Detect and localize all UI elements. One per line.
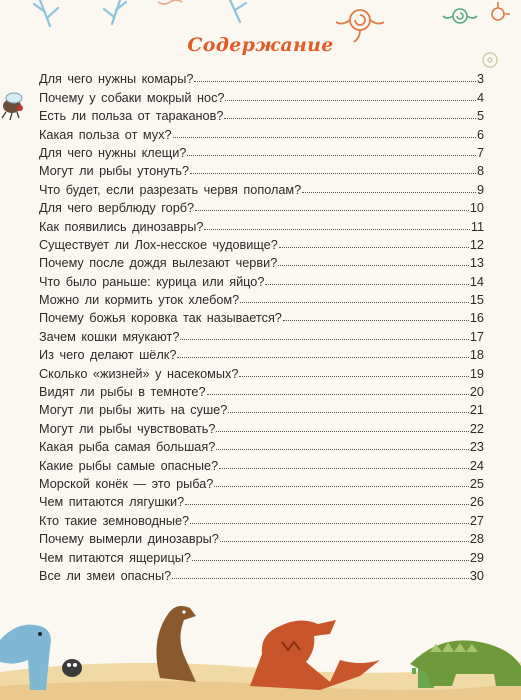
toc-leader-dots <box>228 412 469 413</box>
toc-entry-title: Что будет, если разрезать червя пополам? <box>39 182 302 197</box>
toc-entry-title: Какие рыбы самые опасные? <box>39 458 219 473</box>
toc-entry-page: 8 <box>476 164 484 179</box>
page-title: Содержание <box>187 34 334 56</box>
toc-entry-page: 10 <box>469 201 484 216</box>
toc-entry-title: Зачем кошки мяукают? <box>39 329 180 344</box>
toc-entry[interactable] <box>39 565 484 583</box>
toc-entry[interactable] <box>39 160 484 178</box>
toc-entry-title: Для чего нужны клещи? <box>39 145 187 160</box>
toc-entry-page: 25 <box>469 476 484 491</box>
toc-entry[interactable] <box>39 362 484 380</box>
toc-entry-page: 22 <box>469 421 484 436</box>
toc-entry[interactable] <box>39 252 484 270</box>
toc-entry[interactable] <box>39 307 484 325</box>
toc-entry-page: 15 <box>469 293 484 308</box>
toc-entry[interactable] <box>39 509 484 527</box>
toc-leader-dots <box>216 449 469 450</box>
toc-leader-dots <box>190 173 476 174</box>
toc-entry-title: Чем питаются лягушки? <box>39 495 185 510</box>
toc-entry-page: 30 <box>469 568 484 583</box>
toc-entry[interactable] <box>39 436 484 454</box>
toc-entry[interactable] <box>39 454 484 472</box>
toc-entry[interactable] <box>39 123 484 141</box>
toc-entry-page: 9 <box>476 182 484 197</box>
toc-entry-page: 12 <box>469 237 484 252</box>
toc-entry[interactable] <box>39 417 484 435</box>
toc-leader-dots <box>225 100 475 101</box>
toc-entry[interactable] <box>39 215 484 233</box>
toc-entry[interactable] <box>39 381 484 399</box>
toc-leader-dots <box>240 302 469 303</box>
toc-entry-page: 29 <box>469 550 484 565</box>
toc-entry[interactable] <box>39 178 484 196</box>
toc-entry-title: Почему вымерли динозавры? <box>39 532 219 547</box>
toc-leader-dots <box>195 210 469 211</box>
toc-entry-title: Почему божья коровка так называется? <box>39 311 282 326</box>
toc-entry[interactable] <box>39 270 484 288</box>
toc-leader-dots <box>187 155 476 156</box>
toc-entry-page: 20 <box>469 385 484 400</box>
toc-entry-page: 11 <box>470 219 484 234</box>
toc-entry-page: 13 <box>469 256 484 271</box>
toc-entry[interactable] <box>39 546 484 564</box>
toc-entry-page: 21 <box>469 403 484 418</box>
toc-entry-page: 3 <box>476 72 484 87</box>
toc-leader-dots <box>185 504 469 505</box>
toc-entry-title: Видят ли рыбы в темноте? <box>39 385 206 400</box>
toc-entry[interactable] <box>39 325 484 343</box>
fly-icon <box>0 88 32 124</box>
toc-entry-title: Могут ли рыбы жить на суше? <box>39 403 228 418</box>
toc-leader-dots <box>265 284 468 285</box>
toc-entry-title: Какая рыба самая большая? <box>39 440 216 455</box>
toc-entry-page: 5 <box>476 109 484 124</box>
toc-entry[interactable] <box>39 399 484 417</box>
toc-entry-page: 14 <box>469 274 484 289</box>
toc-entry-title: Какая польза от мух? <box>39 127 172 142</box>
toc-leader-dots <box>204 229 469 230</box>
toc-leader-dots <box>278 265 469 266</box>
toc-leader-dots <box>219 468 469 469</box>
toc-entry-title: Чем питаются ящерицы? <box>39 550 191 565</box>
toc-entry-page: 18 <box>469 348 484 363</box>
toc-entry-page: 26 <box>469 495 484 510</box>
toc-leader-dots <box>302 192 476 193</box>
toc-entry-title: Существует ли Лох-несское чудовище? <box>39 237 278 252</box>
toc-entry-title: Для чего верблюду горб? <box>39 201 195 216</box>
toc-leader-dots <box>220 541 469 542</box>
toc-leader-dots <box>214 486 469 487</box>
toc-leader-dots <box>172 578 469 579</box>
toc-entry-title: Могут ли рыбы утонуть? <box>39 164 190 179</box>
toc-entry-title: Кто такие земноводные? <box>39 513 190 528</box>
toc-entry[interactable] <box>39 68 484 86</box>
toc-entry-title: Из чего делают шёлк? <box>39 348 177 363</box>
toc-leader-dots <box>194 81 476 82</box>
toc-leader-dots <box>279 247 469 248</box>
toc-entry-title: Почему после дождя вылезают черви? <box>39 256 278 271</box>
toc-entry-page: 6 <box>476 127 484 142</box>
toc-entry-title: Могут ли рыбы чувствовать? <box>39 421 216 436</box>
toc-entry-title: Что было раньше: курица или яйцо? <box>39 274 265 289</box>
dinosaur-scene-illustration <box>0 590 521 700</box>
toc-leader-dots <box>224 118 476 119</box>
toc-entry[interactable] <box>39 86 484 104</box>
toc-entry-title: Все ли змеи опасны? <box>39 568 172 583</box>
toc-entry-page: 27 <box>469 513 484 528</box>
toc-entry[interactable] <box>39 105 484 123</box>
toc-entry-page: 7 <box>476 145 484 160</box>
toc-entry[interactable] <box>39 491 484 509</box>
toc-leader-dots <box>173 137 476 138</box>
table-of-contents <box>39 68 484 583</box>
toc-leader-dots <box>177 357 469 358</box>
toc-entry[interactable] <box>39 197 484 215</box>
toc-entry[interactable] <box>39 289 484 307</box>
toc-entry[interactable] <box>39 234 484 252</box>
toc-leader-dots <box>180 339 469 340</box>
toc-entry[interactable] <box>39 528 484 546</box>
toc-entry-title: Морской конёк — это рыба? <box>39 476 214 491</box>
toc-entry-title: Почему у собаки мокрый нос? <box>39 90 225 105</box>
toc-entry-title: Для чего нужны комары? <box>39 72 194 87</box>
toc-entry-title: Можно ли кормить уток хлебом? <box>39 293 240 308</box>
toc-entry-title: Сколько «жизней» у насекомых? <box>39 366 239 381</box>
toc-entry[interactable] <box>39 473 484 491</box>
toc-entry-page: 19 <box>469 366 484 381</box>
toc-entry-page: 16 <box>469 311 484 326</box>
toc-leader-dots <box>190 523 469 524</box>
toc-entry[interactable] <box>39 142 484 160</box>
toc-leader-dots <box>239 376 468 377</box>
toc-entry-page: 24 <box>469 458 484 473</box>
toc-entry-title: Есть ли польза от тараканов? <box>39 109 224 124</box>
toc-entry-page: 17 <box>469 329 484 344</box>
toc-leader-dots <box>283 320 469 321</box>
toc-leader-dots <box>207 394 469 395</box>
toc-entry-title: Как появились динозавры? <box>39 219 204 234</box>
toc-leader-dots <box>192 560 469 561</box>
toc-entry-page: 23 <box>469 440 484 455</box>
toc-leader-dots <box>216 431 468 432</box>
toc-entry-page: 28 <box>469 532 484 547</box>
toc-entry[interactable] <box>39 344 484 362</box>
toc-entry-page: 4 <box>476 90 484 105</box>
